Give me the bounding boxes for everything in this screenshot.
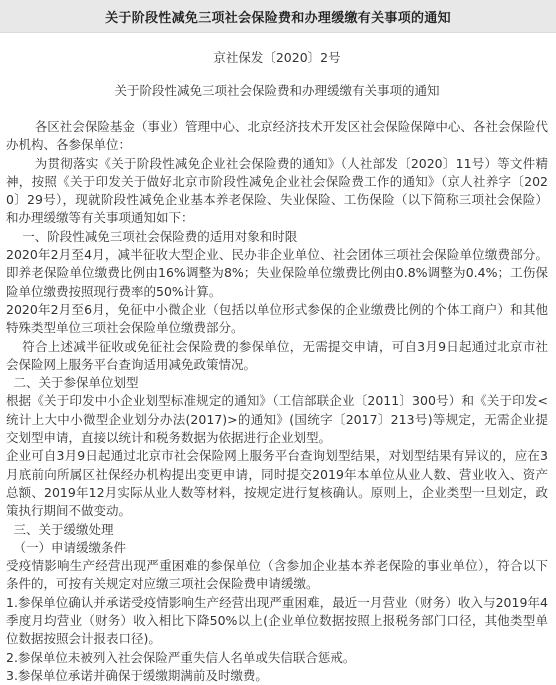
section-heading-2: 二、关于参保单位划型 (13, 375, 139, 391)
paragraph: 受疫情影响生产经营出现严重困难的参保单位（含参加企业基本养老保险的事业单位），符合以下条件的，可按有关规定对应缴三项社会保险费申请缓缴。 (6, 558, 548, 592)
document-text (6, 118, 548, 685)
paragraph-intro: 为贯彻落实《关于阶段性减免企业社会保险费的通知》（人社部发〔2020〕11号）等文件精神，按照《关于印发关于做好北京市阶段性减免企业社会保险费工作的通知》（京人社养字〔2020〕29号），现就阶段性减免企业基本养老保险、失业保险、工伤保险（以下简称三项社会保险）和办理缓缴等有关事项通知如下： (6, 155, 548, 226)
subsection-heading: （一）申请缓缴条件 (13, 539, 127, 555)
page-title: 关于阶段性减免三项社会保险费和办理缓缴有关事项的通知 (105, 10, 451, 26)
document-number: 京社保发〔2020〕2号 (213, 50, 341, 65)
section-heading-1: 一、阶段性减免三项社会保险费的适用对象和时限 (22, 228, 298, 244)
section-heading-3: 三、关于缓缴处理 (13, 521, 114, 537)
list-item: 1.参保单位确认并承诺受疫情影响生产经营出现严重困难，最近一月营业（财务）收入与2019年4季度月均营业（财务）收入相比下降50%以上(企业单位数据按照上报税务部门口径，其他类型单位数据按照会计报表口径)。 (6, 594, 548, 647)
paragraph: 2020年2月至6月，免征中小微企业（包括以单位形式参保的企业缴费比例的个体工商户）和其他特殊类型单位三项社会保险单位缴费部分。 (6, 301, 548, 336)
paragraph: 企业可自3月9日起通过北京市社会保险网上服务平台查询划型结果，对划型结果有异议的，应在3月底前向所属区社保经办机构提出变更申请，同时提交2019年本单位从业人数、营业收入、资产总额、2019年12月实际从业人数等材料，按规定进行复核确认。原则上，企业类型一旦划定，政策执行期间不做变动。 (6, 448, 548, 519)
document-subtitle: 关于阶段性减免三项社会保险费和办理缓缴有关事项的通知 (114, 83, 440, 98)
document-body (0, 33, 556, 685)
paragraph-addressee: 各区社会保险基金（事业）管理中心、北京经济技术开发区社会保险保障中心、各社会保险代办机构、各参保单位： (6, 119, 548, 153)
paragraph: 符合上述减半征收或免征社会保险费的参保单位，无需提交申请，可自3月9日起通过北京市社会保险网上服务平台查询适用减免政策情况。 (6, 338, 548, 372)
paragraph: 根据《关于印发中小企业划型标准规定的通知》（工信部联企业〔2011〕300号）和《关于印发<统计上大中小微型企业划分办法(2017)>的通知》(国统字〔2017〕213号)等规定，无需企业提交划型申请，直接以统计和税务数据为依据进行企业划型。 (6, 393, 548, 446)
list-item: 3.参保单位承诺并确保于缓缴期满前及时缴费。 (6, 667, 268, 683)
paragraph: 2020年2月至4月，减半征收大型企业、民办非企业单位、社会团体三项社会保险单位缴费部分。即养老保险单位缴费比例由16%调整为8%；失业保险单位缴费比例由0.8%调整为0.4%；工伤保险单位缴费按照现行费率的50%计算。 (6, 247, 548, 299)
list-item: 2.参保单位未被列入社会保险严重失信人名单或失信联合惩戒。 (6, 649, 356, 665)
title-bar (0, 0, 556, 33)
